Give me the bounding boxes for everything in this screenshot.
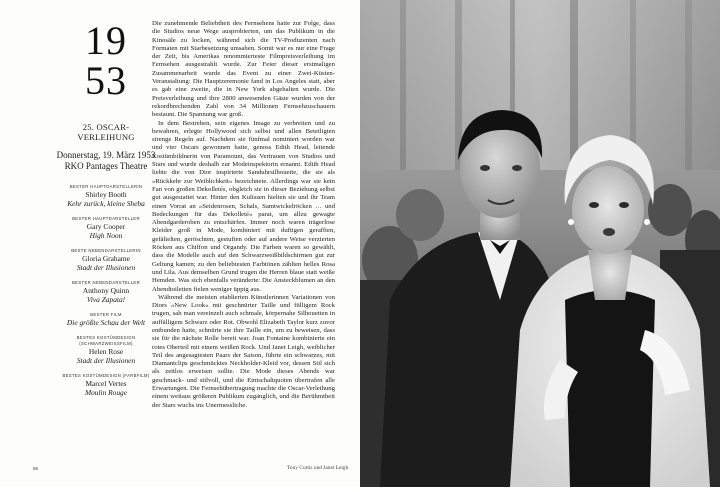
award-winner: Marcel Vertes [85, 379, 127, 388]
award-film: Stadt der Illusionen [76, 263, 136, 272]
award-entry [55, 335, 157, 365]
left-page [0, 0, 360, 487]
award-entry [55, 184, 157, 208]
award-film: Stadt der Illusionen [76, 356, 136, 365]
award-entry [55, 280, 157, 304]
award-winner: Gloria Grahame [82, 254, 130, 263]
award-winner: Anthony Quinn [82, 286, 130, 295]
award-category: BESTER FILM [90, 312, 122, 317]
award-film: Die größte Schau der Welt [66, 318, 146, 327]
award-category: BESTER NEBENDARSTELLER [72, 280, 140, 285]
awards-list [55, 184, 157, 397]
award-category: BESTES KOSTÜMDESIGN (FARBFILM) [62, 373, 150, 378]
article-body [152, 20, 335, 410]
ceremony-date-line: Donnerstag, 19. März 1953 [56, 150, 156, 160]
award-winner: Gary Cooper [86, 222, 126, 231]
award-entry [55, 216, 157, 240]
award-category: BESTER HAUPTDARSTELLER [72, 216, 140, 221]
award-category: BESTE NEBENDARSTELLERIN [71, 248, 141, 253]
ceremony-date [55, 150, 157, 172]
award-film: Viva Zapata! [86, 295, 126, 304]
awards-sidebar [55, 122, 157, 405]
ceremony-venue-line: RKO Pantages Theatre [64, 161, 148, 171]
ceremony-title: 25. OSCAR-VERLEIHUNG [77, 122, 135, 142]
award-category: BESTER HAUPTDARSTELLERIN [69, 184, 143, 189]
photo-illustration [360, 0, 720, 487]
award-winner: Helen Rose [88, 347, 124, 356]
award-film: High Noon [89, 231, 123, 240]
article-paragraph: Während die meisten etablierten Künstlerinnen Variationen von Diors »New Look« mit geschnürter Taille und fülligem Rock trugen, sah man vereinzelt auch schmale, körpernahe Silhouetten in auffälligem Schwarz oder Rot. Obwohl Elizabeth Taylor kurz zuvor entbunden hatte, schnürte sie ihre Taille ein, um zu beweisen, dass sie für die nächste Rolle bereit war. Joan Fontaine kombinierte ein rotes Oberteil mit einem weißen Rock. Und Janet Leigh, weiblicher Teil des angesagtesten Paars der Saison, führte ein schwarzes, mit Diamantclips geschmücktes Neckholder-Kleid vor, dessen Stil sich als zeitlos erweisen sollte. Die Mode dieses Abends war geschmack- und stilvoll, und die Eintschaltquoten übertrafen alle Erwartungen. Die Fernsehübertragung machte die Oscar-Verleihung einem weitaus größeren Publikum zugänglich, und die Berühmtheit der Stars wuchs ins Unermessliche. [152, 293, 335, 409]
article-paragraph: In dem Bestreben, sein eigenes Image zu verbreiten und zu bewahren, erlegte Hollywood sich selbst und allen Beteiligten strenge Regeln auf. Nachdem sie fünfmal nominiert worden war und vier Oscars gewonnen hatte, genoss Edith Head, leitende Kostümbildnerin von Paramount, das Vertrauen von Studios und Stars und wurde deshalb zur Modeinspektorin ernannt. Edith Head liebte die von Dior inspirierte Sanduhrsilhouette, die sie als »Rückkehr zur Weiblichkeit« bezeichnete. Allerdings war sie kein Fan von großen Dekolletés, obgleich sie in dieser Beziehung selbst gut ausgestattet war. Hinter den Kulissen hielten sie und ihr Team einen Vorrat an »Seidenrosen, Schals, Samtwickelröcken … und Bedeckungen für das Dekolleté« parat, um allzu gewagte Abendgarderoben zu entschärfen. Immer noch waren trägerlose Kleider groß in Mode, kombiniert mit duftigen gerafften, gefältelten, geröschten, gestuften oder auf andere Weise verzierten Röcken aus Chiffon und Organdy. Die Farben waren so gewählt, dass die Modelle auch auf den Schwarzweißbildschirmen gut zur Geltung kamen; zu den beliebtesten Farbtönen zählten helles Rosa und Lila. Aus demselben Grund trugen die Herren blaue statt weiße Hemden. Was sich ebenfalls veränderte: Die Ansteckblumen an den Abendtoiletten fielen weniger üppig aus. [152, 119, 335, 293]
year-top-digits: 19 [85, 18, 127, 63]
photo-tony-curtis-janet-leigh [360, 0, 720, 487]
article-paragraph: Die zunehmende Beliebtheit des Fernsehens hatte zur Folge, dass die Studios neue Wege ausprobierten, um das Publikum in die Kinosäle zu locken, während sich die TV-Produzenten nach Formaten mit Starbesetzung umsahen. Somit war es nur eine Frage der Zeit, bis Amerikas renommierteste Filmpreisverleihung im Fernsehen ausgestrahlt wurde. Zur Feier dieser erstmaligen Zusammenarbeit wurde das Event zu einer Zwei-Küsten-Veranstaltung: Die Hauptzeremonie fand in Los Angeles statt, aber es gab eine zweite, die in New York abgehalten wurde. Die Preisverleihung und ihre 2800 anwesenden Gäste wurden von der rekordbrechenden Zahl von 34 Millionen Fernsehzuschauern bestaunt. Die Spannung war groß. [152, 20, 335, 119]
page-number: 86 [33, 466, 39, 471]
award-film: Kehr zurück, kleine Sheba [67, 199, 145, 208]
award-category: BESTES KOSTÜMDESIGN (SCHWARZWEISSFILM) [76, 335, 136, 346]
award-entry [55, 248, 157, 272]
year-bottom-digits: 53 [85, 58, 127, 103]
award-entry [55, 312, 157, 327]
award-film: Moulin Rouge [84, 388, 128, 397]
award-winner: Shirley Booth [85, 190, 127, 199]
photo-caption: Tony Curtis und Janet Leigh [287, 465, 349, 471]
award-entry [55, 373, 157, 397]
